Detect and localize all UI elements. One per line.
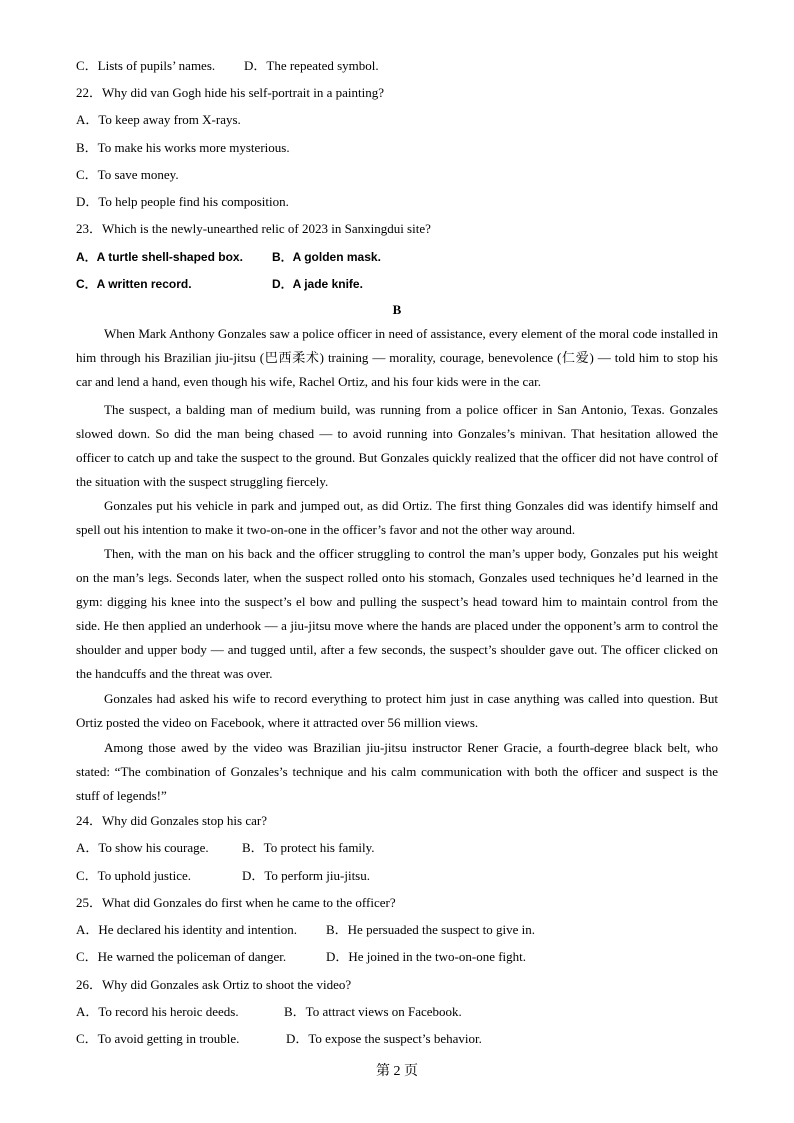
- q21-option-d: D．The repeated symbol.: [244, 58, 379, 73]
- q26-option-c: C．To avoid getting in trouble.: [76, 1031, 240, 1046]
- q23-question: 23．Which is the newly-unearthed relic of 2023 in Sanxingdui site?: [76, 221, 431, 236]
- passage-paragraph-5: Gonzales had asked his wife to record everything to protect him just in case anything was called into question. But Ortiz posted the video on Facebook, where it attracted over 56 million views.: [76, 691, 718, 730]
- q24-option-b: B．To protect his family.: [242, 840, 375, 855]
- q26-options-cd: [76, 1031, 482, 1047]
- q22-question: 22．Why did van Gogh hide his self-portrait in a painting?: [76, 85, 384, 100]
- q23-option-c: C．A written record.: [76, 277, 192, 291]
- passage-paragraph-1: When Mark Anthony Gonzales saw a police officer in need of assistance, every element of the moral code installed in him through his Brazilian jiu-jitsu (巴西柔术) training — morality, courage, benevolence (仁爱) — told him to stop his car and lend a hand, even though his wife, Rachel Ortiz, and his four kids were in the car.: [76, 326, 718, 389]
- q26-option-d: D．To expose the suspect’s behavior.: [286, 1031, 482, 1046]
- passage-paragraph-4: Then, with the man on his back and the officer struggling to control the man’s upper body, Gonzales put his weight on the man’s legs. Seconds later, when the suspect rolled onto his stomach, Gonzales used techniques he’d learned in the gym: digging his knee into the suspect’s el bow and pulling the suspect’s head toward him to maintain control from the side. He then applied an underhook — a jiu-jitsu move where the hands are placed under the opponent’s arm to control the shoulder and upper body — and tugged until, after a few seconds, the suspect’s shoulder gave out. The officer clicked on the handcuffs and the threat was over.: [76, 546, 718, 681]
- q24-options-cd: [76, 868, 370, 884]
- q22-option-b: B．To make his works more mysterious.: [76, 140, 290, 155]
- q21-option-c: C．Lists of pupils’ names.: [76, 58, 216, 73]
- q26-option-b: B．To attract views on Facebook.: [284, 1004, 462, 1019]
- q22-option-c: C．To save money.: [76, 167, 179, 182]
- q25-options-cd: [76, 949, 526, 965]
- passage-paragraph-3: Gonzales put his vehicle in park and jumped out, as did Ortiz. The first thing Gonzales did was identify himself and spell out his intention to make it two-on-one in the officer’s favor and not the other way around.: [76, 498, 718, 537]
- q22-option-a: A．To keep away from X-rays.: [76, 112, 241, 127]
- page-number: 第 2 页: [376, 1064, 418, 1079]
- passage-paragraph-6: Among those awed by the video was Brazilian jiu-jitsu instructor Rener Gracie, a fourth-degree black belt, who stated: “The combination of Gonzales’s technique and his calm communication with both the officer and suspect is the stuff of legends!”: [76, 740, 718, 803]
- q24-option-d: D．To perform jiu-jitsu.: [242, 868, 370, 883]
- q26-options-ab: [76, 1004, 462, 1020]
- q23-options-cd: [76, 276, 363, 292]
- q24-option-a: A．To show his courage.: [76, 840, 209, 855]
- q24-option-c: C．To uphold justice.: [76, 868, 192, 883]
- q23-option-d: D．A jade knife.: [272, 277, 363, 291]
- q25-options-ab: [76, 922, 535, 938]
- passage-paragraph-2: The suspect, a balding man of medium build, was running from a police officer in San Antonio, Texas. Gonzales slowed down. So did the man being chased — to avoid running into Gonzales’s minivan. That hesitation allowed the officer to catch up and take the suspect to the ground. But Gonzales quickly realized that the officer did not have control of the situation with the suspect struggling fiercely.: [76, 402, 718, 489]
- q25-option-c: C．He warned the policeman of danger.: [76, 949, 287, 964]
- q25-question: 25．What did Gonzales do first when he came to the officer?: [76, 895, 396, 910]
- q23-options-ab: [76, 249, 381, 265]
- section-title: B: [392, 302, 402, 317]
- q25-option-a: A．He declared his identity and intention.: [76, 922, 297, 937]
- q24-options-ab: [76, 840, 375, 856]
- q22-option-d: D．To help people find his composition.: [76, 194, 289, 209]
- q23-option-b: B．A golden mask.: [272, 250, 381, 264]
- q26-question: 26．Why did Gonzales ask Ortiz to shoot the video?: [76, 977, 352, 992]
- q21-options-cd: [76, 58, 379, 74]
- q25-option-d: D．He joined in the two-on-one fight.: [326, 949, 527, 964]
- q24-question: 24．Why did Gonzales stop his car?: [76, 813, 267, 828]
- q26-option-a: A．To record his heroic deeds.: [76, 1004, 239, 1019]
- q23-option-a: A．A turtle shell-shaped box.: [76, 250, 243, 264]
- q25-option-b: B．He persuaded the suspect to give in.: [326, 922, 536, 937]
